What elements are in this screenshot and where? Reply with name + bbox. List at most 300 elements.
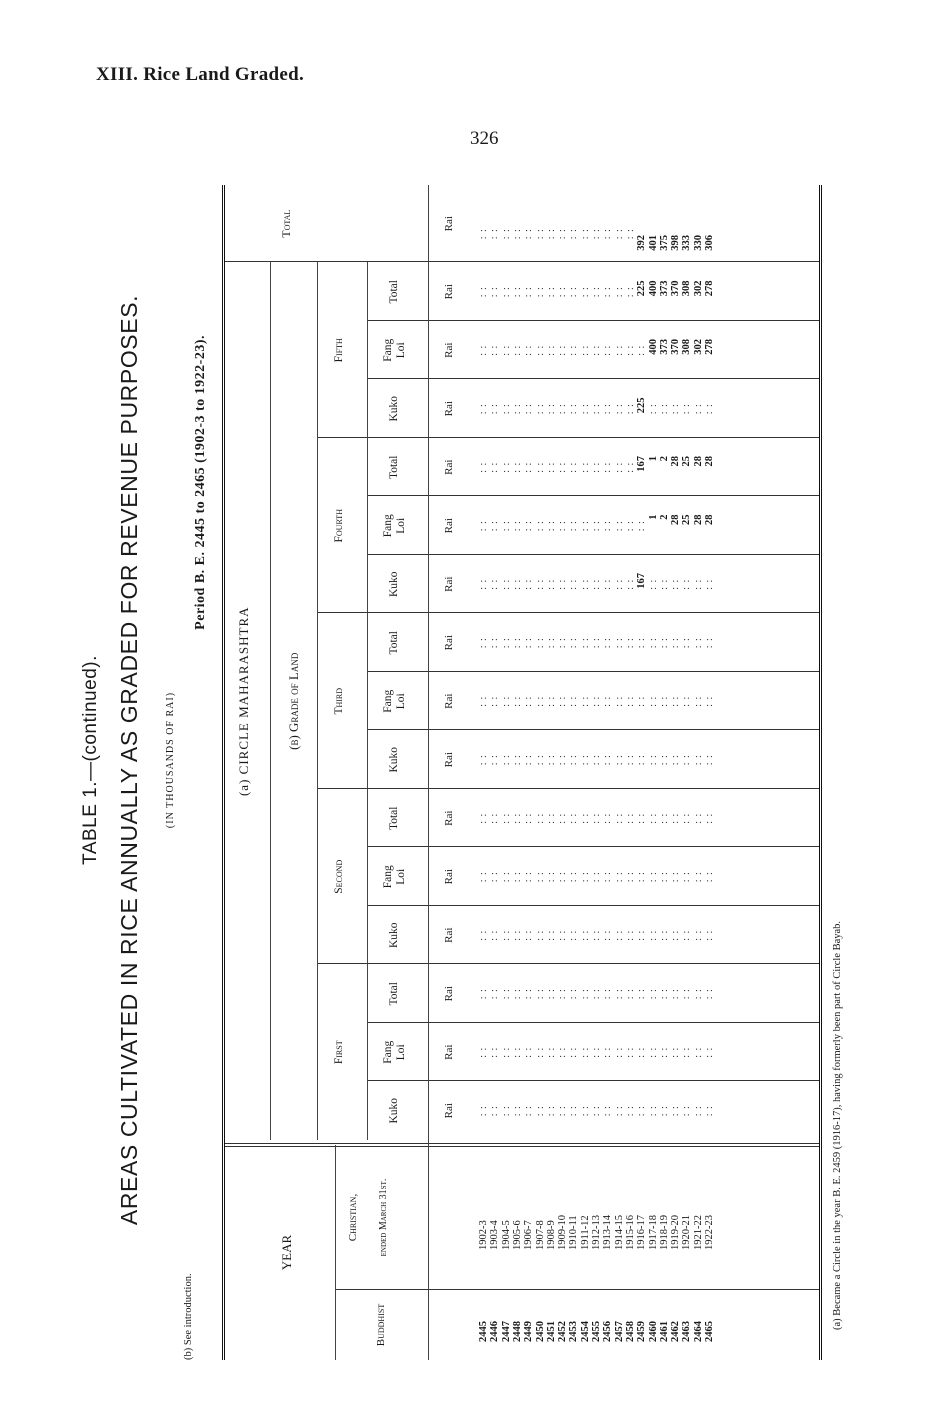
table-cell-empty: : :	[602, 1105, 614, 1117]
table-cell-empty: : :	[523, 871, 535, 883]
table-cell-empty: : :	[670, 695, 682, 707]
table-cell-empty: : :	[500, 988, 512, 1000]
table-cell-empty: : :	[534, 228, 546, 240]
table-cell-empty: : :	[523, 1046, 535, 1058]
table-cell-empty: : :	[602, 461, 614, 473]
table-cell-empty: : :	[670, 637, 682, 649]
rotated-table-page	[80, 160, 843, 1360]
table-cell-empty: : :	[704, 754, 715, 766]
table-cell-empty: : :	[545, 403, 557, 415]
table-row-buddhist-year: 2461	[658, 1321, 670, 1342]
table-cell-empty: : :	[545, 754, 557, 766]
subcol-header: Kuko	[388, 922, 400, 949]
table-cell-empty: : :	[500, 871, 512, 883]
table-cell-empty: : :	[658, 403, 670, 415]
table-cell-empty: : :	[511, 403, 523, 415]
table-row-buddhist-year: 2462	[670, 1321, 682, 1342]
table-cell-value: 167	[636, 573, 648, 589]
table-cell-empty: : :	[591, 695, 602, 707]
table-row-christian-year: 1914-15	[613, 1215, 625, 1250]
table-cell-empty: : :	[591, 929, 602, 941]
table-cell-empty: : :	[613, 871, 625, 883]
subcol-header: Fang Loi	[382, 865, 407, 889]
table-row-christian-year: 1916-17	[636, 1215, 648, 1250]
table-cell-empty: : :	[647, 754, 659, 766]
table-cell-empty: : :	[613, 637, 625, 649]
subcol-header: Kuko	[388, 1097, 400, 1124]
table-cell-empty: : :	[591, 286, 602, 298]
table-cell-empty: : :	[692, 695, 704, 707]
table-cell-value: 28	[692, 514, 704, 525]
unit-label: Rai	[443, 635, 455, 651]
table-cell-empty: : :	[568, 929, 580, 941]
table-cell-value: 28	[670, 514, 682, 525]
table-cell-empty: : :	[523, 286, 535, 298]
table-cell-empty: : :	[681, 695, 693, 707]
table-row-buddhist-year: 2458	[624, 1321, 636, 1342]
table-cell-empty: : :	[511, 812, 523, 824]
grade-header-second: Second	[333, 859, 345, 894]
row-border	[367, 263, 368, 1141]
table-cell-empty: : :	[704, 578, 715, 590]
unit-label: Rai	[443, 342, 455, 358]
table-cell-empty: : :	[613, 754, 625, 766]
table-cell-empty: : :	[500, 695, 512, 707]
table-row-christian-year: 1912-13	[591, 1215, 602, 1250]
table-cell-empty: : :	[624, 286, 636, 298]
subcol-header: Total	[388, 631, 400, 655]
table-cell-empty: : :	[478, 929, 489, 941]
table-cell-empty: : :	[647, 988, 659, 1000]
table-cell-empty: : :	[545, 929, 557, 941]
table-cell-empty: : :	[545, 812, 557, 824]
table-cell-empty: : :	[478, 578, 489, 590]
unit-label: Rai	[443, 216, 455, 232]
table-cell-grand-total: 375	[658, 235, 670, 251]
table-cell-empty: : :	[636, 344, 648, 356]
table-row-christian-year: 1905-6	[511, 1220, 523, 1250]
table-cell-empty: : :	[478, 637, 489, 649]
table-cell-value: 28	[692, 456, 704, 467]
table-cell-empty: : :	[624, 403, 636, 415]
table-cell-empty: : :	[624, 578, 636, 590]
table-cell-empty: : :	[670, 578, 682, 590]
subcol-header: Fang Loi	[382, 514, 407, 538]
table-cell-empty: : :	[523, 520, 535, 532]
subcol-header: Fang Loi	[382, 338, 407, 362]
table-cell-empty: : :	[523, 637, 535, 649]
unit-label: Rai	[443, 1044, 455, 1060]
table-cell-empty: : :	[624, 812, 636, 824]
table-cell-empty: : :	[579, 403, 591, 415]
table-cell-empty: : :	[478, 1105, 489, 1117]
table-cell-empty: : :	[704, 637, 715, 649]
table-cell-empty: : :	[534, 754, 546, 766]
table-cell-empty: : :	[545, 228, 557, 240]
table-cell-empty: : :	[670, 871, 682, 883]
table-cell-empty: : :	[602, 812, 614, 824]
table-cell-empty: : :	[568, 637, 580, 649]
table-cell-value: 2	[658, 456, 670, 462]
table-cell-empty: : :	[489, 871, 501, 883]
table-cell-empty: : :	[681, 403, 693, 415]
table-cell-empty: : :	[591, 344, 602, 356]
table-cell-empty: : :	[545, 637, 557, 649]
table-cell-empty: : :	[568, 403, 580, 415]
table-cell-empty: : :	[478, 812, 489, 824]
table-cell-empty: : :	[523, 1105, 535, 1117]
table-cell-empty: : :	[602, 695, 614, 707]
col-border	[225, 1146, 819, 1147]
table-cell-empty: : :	[489, 637, 501, 649]
table-cell-empty: : :	[591, 1105, 602, 1117]
table-cell-empty: : :	[557, 520, 569, 532]
table-cell-empty: : :	[478, 344, 489, 356]
table-cell-empty: : :	[579, 1046, 591, 1058]
table-row-buddhist-year: 2452	[557, 1321, 569, 1342]
table-cell-empty: : :	[681, 1046, 693, 1058]
table-cell-value: 373	[658, 280, 670, 297]
table-cell-empty: : :	[670, 929, 682, 941]
christian-header: Christian,	[347, 1193, 359, 1242]
table-row-buddhist-year: 2453	[568, 1321, 580, 1342]
table-cell-empty: : :	[591, 754, 602, 766]
table-cell-empty: : :	[681, 812, 693, 824]
circle-header: (a) CIRCLE MAHARASHTRA	[236, 606, 251, 797]
table-cell-empty: : :	[500, 403, 512, 415]
table-cell-grand-total: 330	[692, 235, 704, 251]
table-cell-empty: : :	[692, 871, 704, 883]
table-cell-empty: : :	[658, 578, 670, 590]
unit-label: Rai	[443, 810, 455, 826]
table-cell-empty: : :	[500, 461, 512, 473]
table-row-christian-year: 1903-4	[489, 1220, 501, 1250]
table-cell-empty: : :	[636, 520, 648, 532]
table-cell-empty: : :	[602, 578, 614, 590]
table-cell-empty: : :	[534, 403, 546, 415]
table-cell-empty: : :	[658, 812, 670, 824]
table-cell-empty: : :	[704, 929, 715, 941]
table-cell-empty: : :	[500, 812, 512, 824]
table-cell-empty: : :	[613, 578, 625, 590]
table-cell-value: 25	[681, 514, 693, 525]
table-cell-empty: : :	[489, 578, 501, 590]
table-cell-empty: : :	[500, 754, 512, 766]
table-row-christian-year: 1909-10	[557, 1215, 569, 1250]
table-cell-empty: : :	[534, 1046, 546, 1058]
table-cell-empty: : :	[568, 578, 580, 590]
table-cell-empty: : :	[591, 1046, 602, 1058]
table-cell-empty: : :	[613, 403, 625, 415]
subcol-header: Kuko	[388, 571, 400, 598]
table-cell-empty: : :	[511, 929, 523, 941]
table-cell-empty: : :	[489, 286, 501, 298]
table-row-christian-year: 1910-11	[568, 1215, 580, 1250]
table-row-christian-year: 1917-18	[647, 1215, 659, 1250]
table-cell-empty: : :	[545, 695, 557, 707]
table-cell-empty: : :	[545, 520, 557, 532]
table-cell-value: 225	[636, 397, 648, 414]
table-cell-empty: : :	[557, 1105, 569, 1117]
table-cell-empty: : :	[489, 344, 501, 356]
footnote-a: (a) Became a Circle in the year B. E. 2459 (1916-17), having formerly been part of Circle Bayab.	[832, 920, 843, 1330]
col-border	[225, 1143, 819, 1144]
table-cell-empty: : :	[500, 929, 512, 941]
row-border	[335, 1145, 336, 1360]
unit-label: Rai	[443, 986, 455, 1002]
table-cell-empty: : :	[579, 520, 591, 532]
table-cell-grand-total: 401	[647, 235, 659, 251]
table-cell-empty: : :	[602, 1046, 614, 1058]
table-cell-empty: : :	[602, 637, 614, 649]
table-cell-empty: : :	[511, 637, 523, 649]
table-row-christian-year: 1915-16	[624, 1215, 636, 1250]
table-cell-empty: : :	[568, 812, 580, 824]
table-row-christian-year: 1906-7	[523, 1220, 535, 1250]
table-cell-empty: : :	[658, 1105, 670, 1117]
table-cell-empty: : :	[636, 695, 648, 707]
unit-label: Rai	[443, 401, 455, 417]
table-cell-empty: : :	[523, 344, 535, 356]
table-cell-empty: : :	[489, 1105, 501, 1117]
table-cell-empty: : :	[478, 461, 489, 473]
page-number: 326	[470, 128, 499, 149]
table-cell-empty: : :	[624, 1105, 636, 1117]
table-row-christian-year: 1921-22	[692, 1215, 704, 1250]
table-cell-empty: : :	[545, 1105, 557, 1117]
table-cell-empty: : :	[670, 403, 682, 415]
unit-label: Rai	[443, 869, 455, 885]
table-cell-empty: : :	[624, 1046, 636, 1058]
table-cell-empty: : :	[557, 461, 569, 473]
table-cell-empty: : :	[681, 871, 693, 883]
table-cell-empty: : :	[478, 754, 489, 766]
table-cell-empty: : :	[658, 637, 670, 649]
table-cell-empty: : :	[478, 988, 489, 1000]
table-cell-empty: : :	[636, 637, 648, 649]
table-cell-value: 400	[647, 280, 659, 297]
table-cell-empty: : :	[478, 871, 489, 883]
table-cell-empty: : :	[568, 520, 580, 532]
table-row-christian-year: 1911-12	[579, 1215, 591, 1250]
table-cell-empty: : :	[579, 929, 591, 941]
table-cell-empty: : :	[534, 461, 546, 473]
table-cell-value: 28	[670, 456, 682, 467]
unit-label: Rai	[443, 1103, 455, 1119]
table-cell-empty: : :	[489, 754, 501, 766]
table-cell-empty: : :	[613, 344, 625, 356]
table-cell-empty: : :	[557, 286, 569, 298]
table-cell-empty: : :	[534, 1105, 546, 1117]
unit-label: Rai	[443, 752, 455, 768]
table-cell-empty: : :	[602, 871, 614, 883]
table-cell-empty: : :	[692, 988, 704, 1000]
table-cell-empty: : :	[579, 871, 591, 883]
table-cell-value: 308	[681, 280, 693, 297]
table-cell-empty: : :	[658, 754, 670, 766]
table-cell-empty: : :	[636, 812, 648, 824]
table-cell-empty: : :	[613, 461, 625, 473]
table-cell-empty: : :	[658, 988, 670, 1000]
table-row-buddhist-year: 2449	[523, 1321, 535, 1342]
table-cell-empty: : :	[591, 988, 602, 1000]
table-cell-value: 400	[647, 339, 659, 355]
table-row-christian-year: 1922-23	[704, 1215, 715, 1250]
table-row-buddhist-year: 2454	[579, 1321, 591, 1342]
row-border	[317, 263, 318, 1141]
table-cell-empty: : :	[568, 1105, 580, 1117]
table-cell-empty: : :	[636, 1046, 648, 1058]
table-cell-empty: : :	[545, 344, 557, 356]
table-cell-empty: : :	[692, 812, 704, 824]
table-cell-empty: : :	[568, 461, 580, 473]
table-cell-empty: : :	[591, 403, 602, 415]
table-cell-empty: : :	[545, 871, 557, 883]
table-cell-empty: : :	[500, 637, 512, 649]
table-cell-empty: : :	[568, 228, 580, 240]
table-cell-empty: : :	[478, 1046, 489, 1058]
table-row-buddhist-year: 2459	[636, 1321, 648, 1342]
table-cell-empty: : :	[478, 228, 489, 240]
table-cell-value: 167	[636, 456, 648, 472]
table-cell-empty: : :	[478, 403, 489, 415]
table-cell-grand-total: 306	[704, 235, 715, 251]
table-cell-empty: : :	[511, 520, 523, 532]
table-cell-empty: : :	[534, 344, 546, 356]
table-cell-empty: : :	[692, 578, 704, 590]
table-cell-empty: : :	[613, 812, 625, 824]
table-cell-empty: : :	[647, 812, 659, 824]
table-cell-empty: : :	[624, 344, 636, 356]
table-cell-empty: : :	[613, 1105, 625, 1117]
table-cell-empty: : :	[511, 695, 523, 707]
subcol-header: Total	[388, 280, 400, 304]
table-cell-empty: : :	[692, 754, 704, 766]
table-cell-empty: : :	[579, 344, 591, 356]
data-table	[222, 185, 822, 1360]
unit-label: Rai	[443, 284, 455, 300]
table-row-buddhist-year: 2464	[692, 1321, 704, 1342]
table-cell-grand-total: 392	[636, 235, 648, 251]
unit-label: Rai	[443, 927, 455, 943]
table-row-buddhist-year: 2463	[681, 1321, 693, 1342]
table-cell-empty: : :	[511, 228, 523, 240]
table-cell-empty: : :	[670, 1105, 682, 1117]
table-cell-empty: : :	[568, 695, 580, 707]
table-cell-empty: : :	[602, 520, 614, 532]
table-cell-empty: : :	[511, 988, 523, 1000]
table-cell-empty: : :	[523, 228, 535, 240]
table-cell-empty: : :	[624, 754, 636, 766]
row-border	[428, 185, 429, 1360]
subcol-header: Kuko	[388, 746, 400, 773]
table-row-christian-year: 1919-20	[670, 1215, 682, 1250]
table-cell-empty: : :	[692, 929, 704, 941]
table-cell-empty: : :	[557, 812, 569, 824]
table-cell-empty: : :	[624, 637, 636, 649]
table-cell-empty: : :	[704, 1046, 715, 1058]
table-cell-empty: : :	[557, 871, 569, 883]
table-cell-empty: : :	[647, 695, 659, 707]
table-period: Period B. E. 2445 to 2465 (1902-3 to 1922-23).	[193, 335, 208, 630]
table-cell-empty: : :	[602, 929, 614, 941]
col-border	[335, 1289, 819, 1290]
subcol-header: Total	[388, 982, 400, 1006]
table-row-christian-year: 1918-19	[658, 1215, 670, 1250]
table-cell-empty: : :	[557, 578, 569, 590]
table-cell-empty: : :	[670, 988, 682, 1000]
table-cell-empty: : :	[500, 520, 512, 532]
row-border	[270, 263, 271, 1141]
table-cell-empty: : :	[613, 520, 625, 532]
table-cell-empty: : :	[511, 344, 523, 356]
year-header: YEAR	[279, 1234, 294, 1271]
table-cell-empty: : :	[534, 520, 546, 532]
grade-header-third: Third	[333, 687, 345, 715]
table-cell-empty: : :	[624, 929, 636, 941]
table-cell-empty: : :	[478, 286, 489, 298]
table-row-buddhist-year: 2456	[602, 1321, 614, 1342]
table-cell-empty: : :	[658, 1046, 670, 1058]
footnote-b: (b) See introduction.	[183, 1273, 194, 1360]
subcol-header: Fang Loi	[382, 689, 407, 713]
table-cell-empty: : :	[545, 578, 557, 590]
table-cell-empty: : :	[591, 578, 602, 590]
table-row-christian-year: 1902-3	[478, 1220, 489, 1250]
table-cell-empty: : :	[523, 461, 535, 473]
table-cell-empty: : :	[624, 520, 636, 532]
table-cell-empty: : :	[557, 695, 569, 707]
grade-header-fifth: Fifth	[333, 338, 345, 363]
table-cell-empty: : :	[670, 1046, 682, 1058]
table-cell-empty: : :	[489, 403, 501, 415]
table-cell-empty: : :	[704, 871, 715, 883]
table-cell-empty: : :	[579, 754, 591, 766]
table-cell-empty: : :	[489, 520, 501, 532]
table-cell-empty: : :	[478, 520, 489, 532]
table-cell-empty: : :	[579, 461, 591, 473]
table-cell-empty: : :	[591, 520, 602, 532]
table-cell-empty: : :	[478, 695, 489, 707]
table-row-christian-year: 1904-5	[500, 1220, 512, 1250]
table-cell-empty: : :	[534, 695, 546, 707]
table-cell-empty: : :	[489, 929, 501, 941]
table-cell-empty: : :	[489, 461, 501, 473]
table-cell-value: 308	[681, 339, 693, 355]
table-row-buddhist-year: 2455	[591, 1321, 602, 1342]
table-row-buddhist-year: 2445	[478, 1321, 489, 1342]
table-cell-empty: : :	[624, 871, 636, 883]
table-cell-empty: : :	[500, 286, 512, 298]
table-cell-empty: : :	[692, 1046, 704, 1058]
table-cell-empty: : :	[591, 812, 602, 824]
running-header: XIII. Rice Land Graded.	[96, 64, 305, 85]
table-cell-empty: : :	[545, 461, 557, 473]
table-row-buddhist-year: 2448	[511, 1321, 523, 1342]
table-cell-empty: : :	[624, 461, 636, 473]
table-cell-empty: : :	[658, 695, 670, 707]
table-cell-empty: : :	[636, 1105, 648, 1117]
table-row-buddhist-year: 2450	[534, 1321, 546, 1342]
table-row-buddhist-year: 2465	[704, 1321, 715, 1342]
unit-label: Rai	[443, 693, 455, 709]
table-cell-empty: : :	[568, 344, 580, 356]
table-cell-empty: : :	[500, 344, 512, 356]
table-title: TABLE 1.—(continued).	[80, 655, 101, 865]
table-cell-empty: : :	[681, 578, 693, 590]
table-cell-empty: : :	[704, 812, 715, 824]
table-cell-empty: : :	[534, 637, 546, 649]
